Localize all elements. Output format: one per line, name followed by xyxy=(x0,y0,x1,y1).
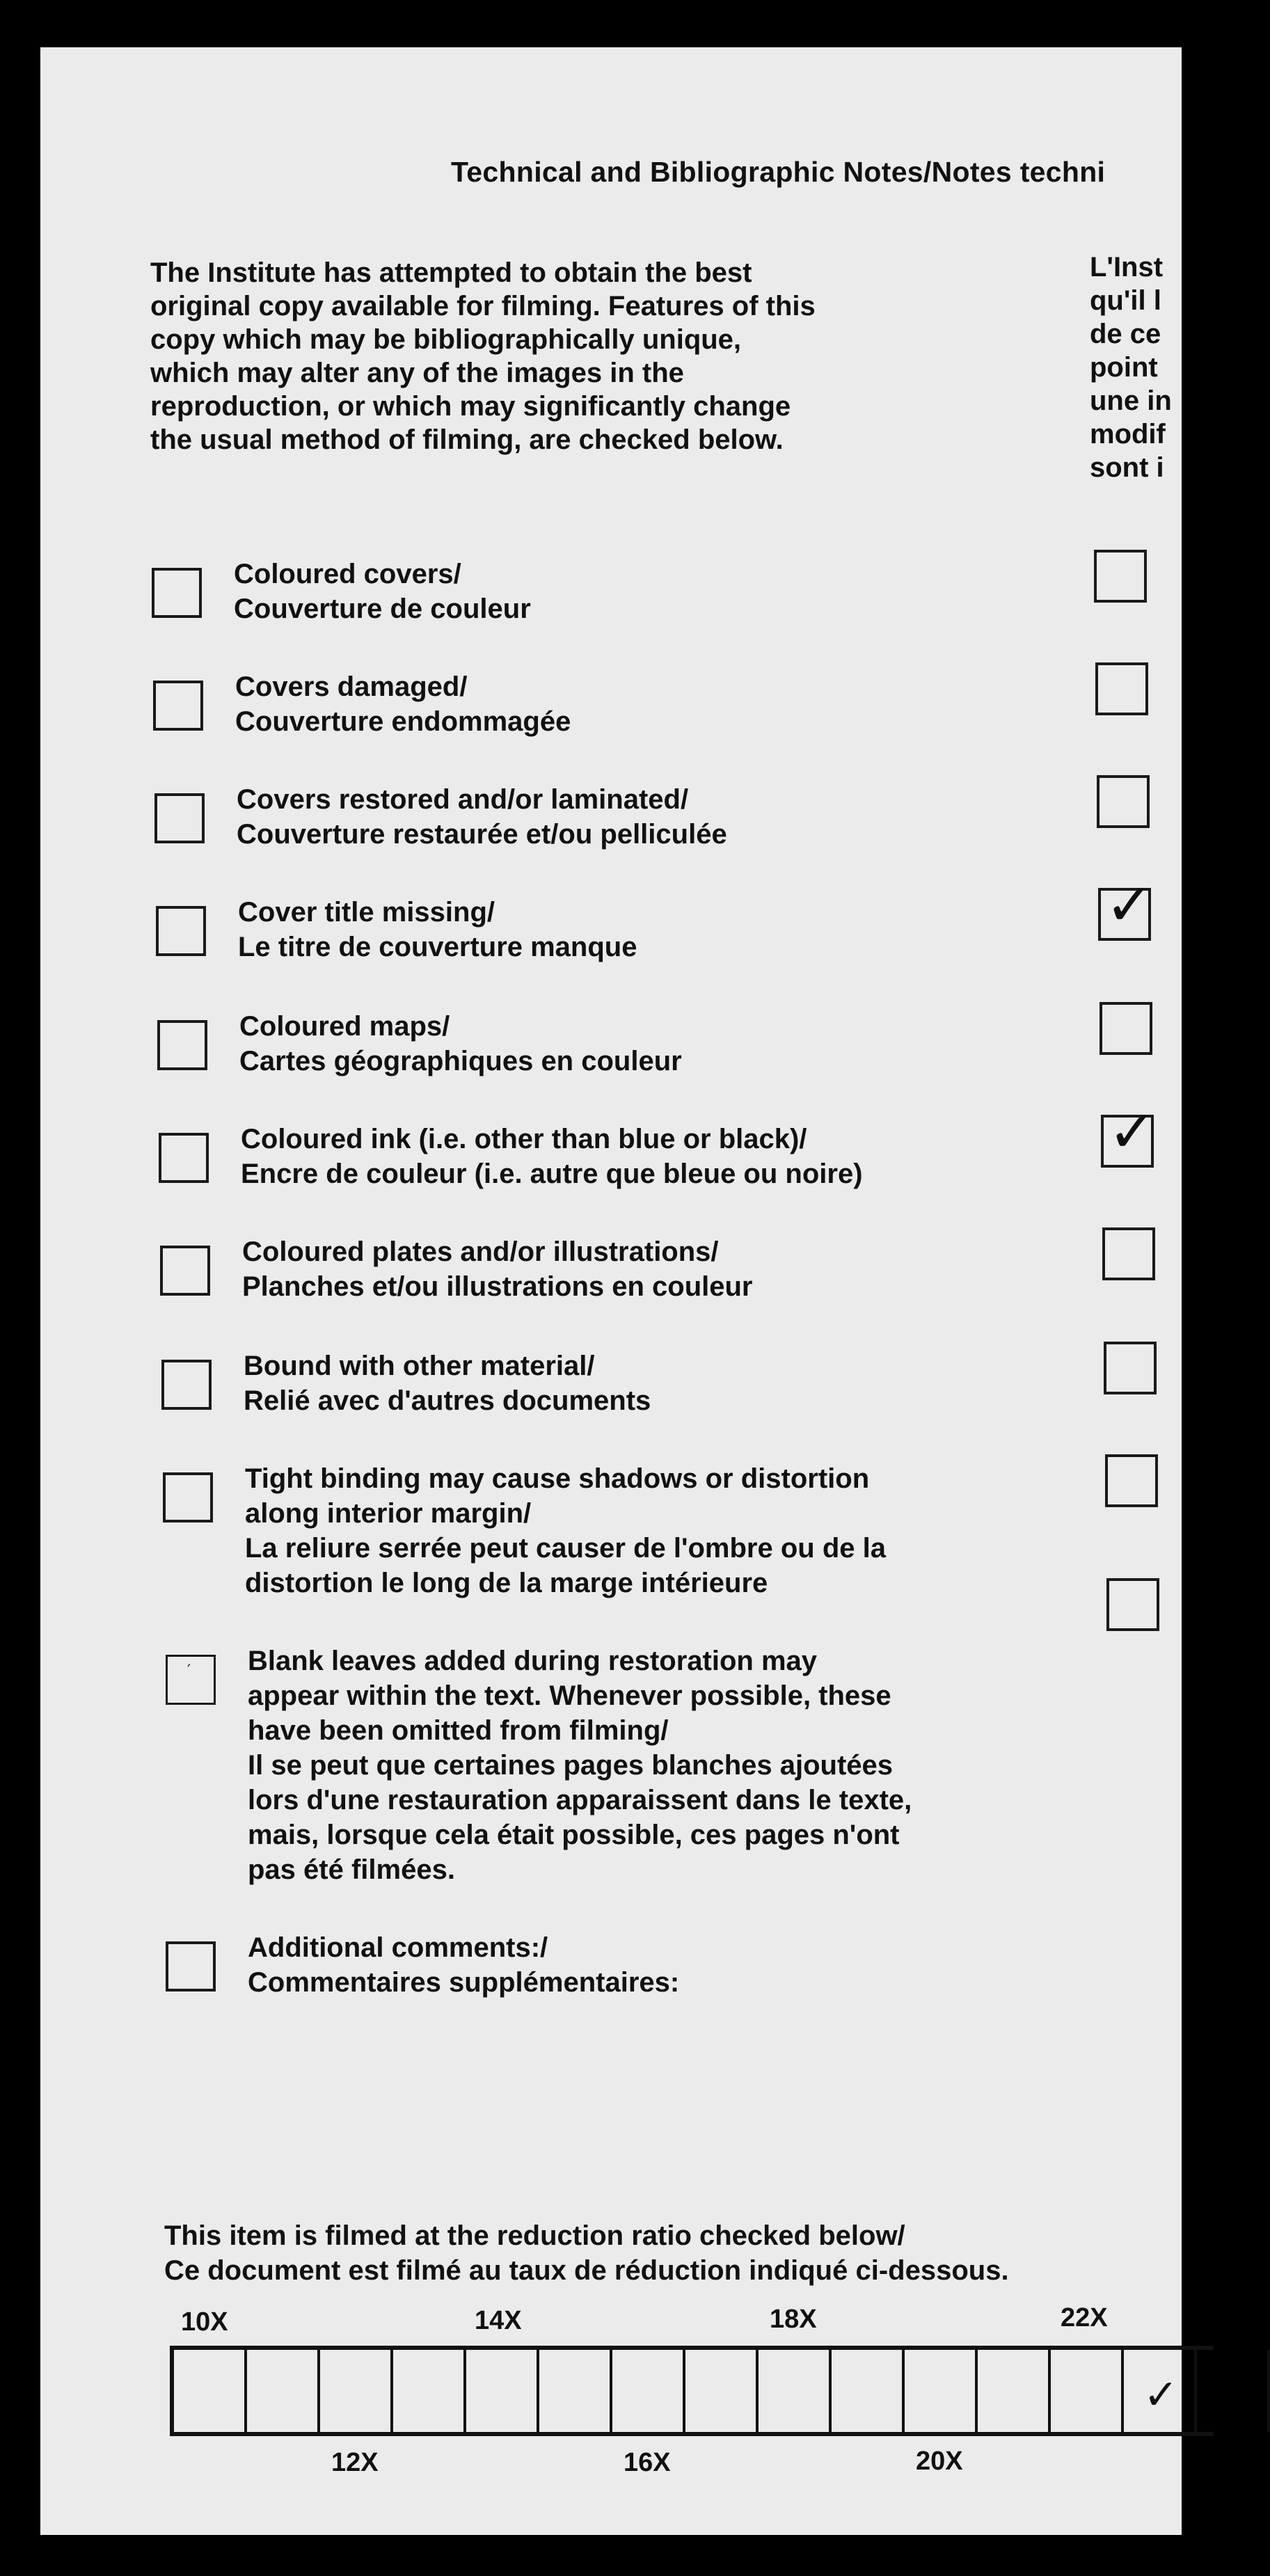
checkbox-covers-restored[interactable] xyxy=(154,793,205,843)
ratio-label-10x: 10X xyxy=(181,2307,228,2337)
ratio-cell[interactable] xyxy=(393,2350,466,2432)
right-line: point xyxy=(1090,352,1158,383)
right-line: qu'il l xyxy=(1090,285,1161,316)
item-label: Coloured maps/ Cartes géographiques en couleur xyxy=(239,1011,682,1076)
intro-line: The Institute has attempted to obtain the best xyxy=(150,257,752,288)
checkbox-additional-comments[interactable] xyxy=(166,1941,216,1991)
ratio-cell[interactable] xyxy=(174,2350,247,2432)
intro-line: copy which may be bibliographically unique, xyxy=(150,324,742,355)
reduction-ratio-strip xyxy=(170,2346,1214,2436)
filming-notes-sheet xyxy=(40,47,1182,2535)
right-checkbox[interactable] xyxy=(1097,775,1150,828)
item-label: Coloured ink (i.e. other than blue or black)/ Encre de couleur (i.e. autre que bleue ou noire) xyxy=(241,1124,863,1189)
item-label: Covers damaged/ Couverture endommagée xyxy=(235,671,571,737)
right-line: modif xyxy=(1090,419,1166,450)
ratio-cell[interactable] xyxy=(905,2350,978,2432)
ratio-cell[interactable] xyxy=(612,2350,685,2432)
checkmark-icon: ✓ xyxy=(1108,1097,1157,1166)
item-label: Bound with other material/ Relié avec d'autres documents xyxy=(244,1351,651,1416)
checkbox-blank-leaves[interactable] xyxy=(166,1655,216,1705)
right-line: sont i xyxy=(1090,452,1164,483)
checkbox-bound-with-other[interactable] xyxy=(161,1360,212,1410)
ratio-cell[interactable] xyxy=(1051,2350,1124,2432)
reduction-ratio-note: This item is filmed at the reduction ratio checked below/ Ce document est filmé au taux de réduction indiqué ci-dessous. xyxy=(164,2220,1009,2286)
ratio-label-16x: 16X xyxy=(624,2448,671,2477)
ratio-cell[interactable] xyxy=(1197,2350,1270,2432)
ratio-label-20x: 20X xyxy=(916,2447,963,2476)
right-line: de ce xyxy=(1090,319,1161,349)
right-checkbox-checked[interactable] xyxy=(1101,1097,1157,1168)
right-line: une in xyxy=(1090,385,1172,416)
checkbox-coloured-maps[interactable] xyxy=(157,1020,207,1070)
ratio-cell[interactable] xyxy=(247,2350,320,2432)
french-intro-fragment xyxy=(1090,251,1172,484)
checkbox-cover-title-missing[interactable] xyxy=(156,906,206,956)
item-label: Additional comments:/ Commentaires supplémentaires: xyxy=(248,1932,680,1998)
ratio-label-12x: 12X xyxy=(331,2448,379,2477)
checkbox-tight-binding[interactable] xyxy=(163,1472,213,1522)
intro-line: original copy available for filming. Features of this xyxy=(150,291,816,321)
faint-mark-icon: ′ xyxy=(187,1662,191,1680)
ratio-cell[interactable] xyxy=(1124,2350,1197,2432)
ratio-cell[interactable] xyxy=(685,2350,759,2432)
right-line: L'Inst xyxy=(1090,252,1164,283)
ratio-cell[interactable] xyxy=(539,2350,612,2432)
ratio-cell[interactable] xyxy=(832,2350,905,2432)
item-label: Tight binding may cause shadows or distortion along interior margin/ La reliure serrée peut causer de l'ombre ou de la distortion le long de la marge intérieure xyxy=(245,1463,886,1598)
right-checkbox[interactable] xyxy=(1095,662,1148,715)
checkbox-coloured-plates[interactable] xyxy=(160,1246,210,1296)
item-label: Cover title missing/ Le titre de couverture manque xyxy=(238,897,637,962)
intro-paragraph xyxy=(150,256,1020,456)
checkbox-coloured-covers[interactable] xyxy=(152,568,202,618)
ratio-cell[interactable] xyxy=(978,2350,1051,2432)
right-checkbox[interactable] xyxy=(1104,1342,1157,1394)
ratio-label-22x: 22X xyxy=(1061,2303,1108,2332)
item-label: Coloured plates and/or illustrations/ Planches et/ou illustrations en couleur xyxy=(242,1237,753,1302)
checkmark-icon: ✓ xyxy=(1105,870,1154,939)
intro-line: reproduction, or which may significantly change xyxy=(150,391,791,422)
right-checkbox[interactable] xyxy=(1106,1578,1159,1631)
item-label: Covers restored and/or laminated/ Couverture restaurée et/ou pelliculée xyxy=(237,784,727,850)
right-checkbox-checked[interactable] xyxy=(1098,870,1154,941)
right-checkbox[interactable] xyxy=(1094,550,1147,603)
page-title: Technical and Bibliographic Notes/Notes techni xyxy=(451,156,1106,188)
checkmark-icon: ✓ xyxy=(1143,2371,1179,2419)
ratio-cell[interactable] xyxy=(759,2350,832,2432)
checkbox-covers-damaged[interactable] xyxy=(153,681,203,731)
right-checkbox[interactable] xyxy=(1102,1227,1155,1280)
item-label: Coloured covers/ Couverture de couleur xyxy=(234,559,531,624)
intro-line: the usual method of filming, are checked below. xyxy=(150,424,784,455)
ratio-label-18x: 18X xyxy=(770,2305,817,2334)
item-label: Blank leaves added during restoration may appear within the text. Whenever possible, these have been omitted from filming/ Il se peut que certaines pages blanches ajoutées lors d'une restauration apparaissent dans le texte, mais, lorsque cela était possible, ces pages n'ont pas été filmées. xyxy=(248,1646,912,1885)
right-checkbox[interactable] xyxy=(1100,1002,1152,1055)
intro-line: which may alter any of the images in the xyxy=(150,358,684,388)
checkbox-coloured-ink[interactable] xyxy=(159,1133,209,1183)
ratio-label-14x: 14X xyxy=(475,2306,522,2335)
right-checkbox[interactable] xyxy=(1105,1454,1158,1507)
ratio-cell[interactable] xyxy=(466,2350,539,2432)
ratio-cell[interactable] xyxy=(320,2350,393,2432)
